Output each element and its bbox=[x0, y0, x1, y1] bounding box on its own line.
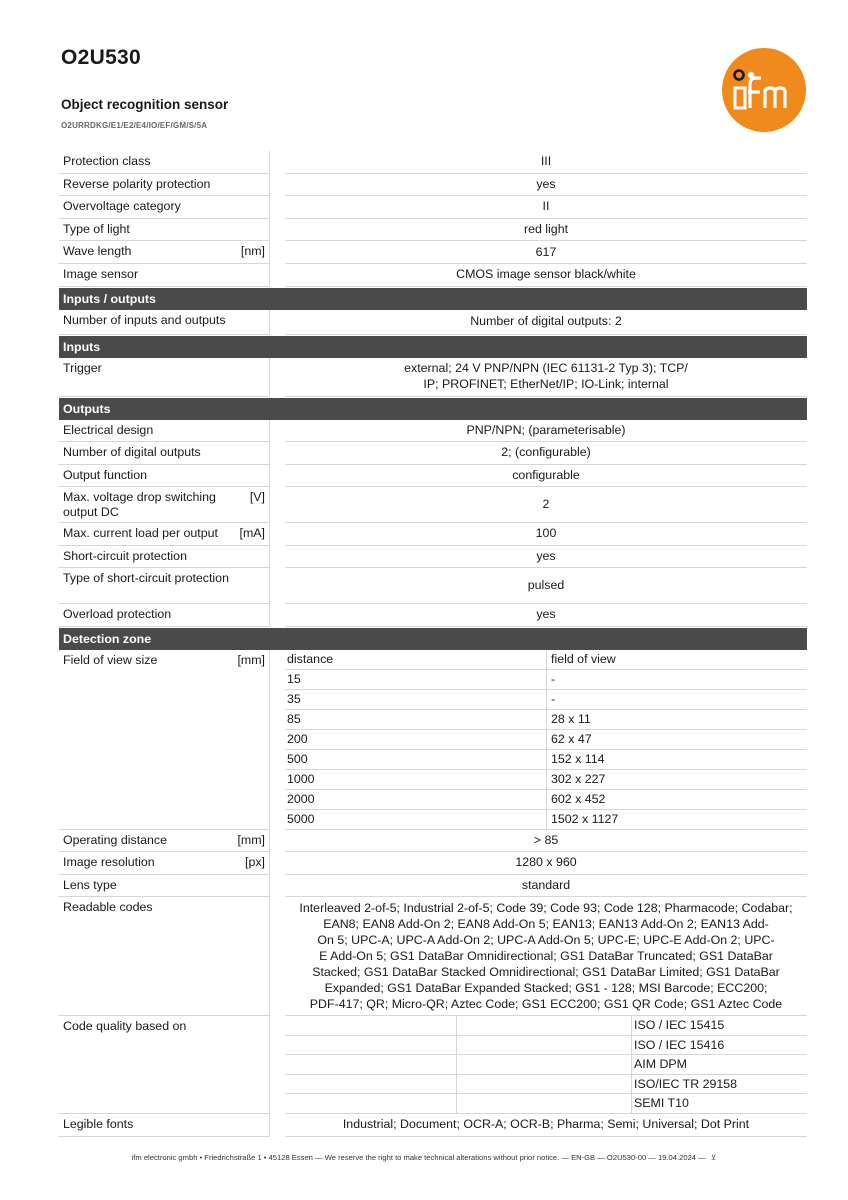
spec-table bbox=[59, 151, 807, 1137]
section-header: Inputs bbox=[59, 336, 807, 358]
spec-row bbox=[59, 604, 807, 627]
spec-label bbox=[59, 1016, 270, 1114]
spec-row bbox=[59, 465, 807, 488]
spec-row bbox=[59, 523, 807, 546]
spec-label-text: Electrical design bbox=[63, 422, 154, 437]
spec-label-text: Legible fonts bbox=[63, 1117, 134, 1132]
spec-label bbox=[59, 523, 270, 546]
spec-value: > 85 bbox=[285, 830, 807, 853]
spec-label-text: Max. voltage drop switching output DC bbox=[63, 490, 216, 520]
table-row bbox=[285, 810, 807, 830]
fov-distance: 1000 bbox=[285, 770, 547, 789]
spec-unit: [mm] bbox=[237, 652, 265, 667]
spec-label bbox=[59, 219, 270, 242]
fov-distance: 500 bbox=[285, 750, 547, 769]
code-quality-standard: ISO/IEC TR 29158 bbox=[634, 1076, 738, 1091]
fov-size: 152 x 114 bbox=[551, 751, 605, 766]
spec-label-text: Number of inputs and outputs bbox=[63, 312, 226, 327]
spec-label bbox=[59, 420, 270, 443]
spec-label bbox=[59, 264, 270, 287]
spec-label-text: Trigger bbox=[63, 360, 102, 375]
spec-row bbox=[59, 487, 807, 523]
spec-row bbox=[59, 420, 807, 443]
spec-value: yes bbox=[285, 546, 807, 569]
spec-value: configurable bbox=[285, 465, 807, 488]
spec-label-text: Short-circuit protection bbox=[63, 548, 187, 563]
spec-unit bbox=[259, 607, 265, 622]
spec-value: 617 bbox=[285, 241, 807, 264]
spec-unit bbox=[259, 177, 265, 192]
spec-label-text: Max. current load per output bbox=[63, 526, 218, 541]
spec-unit bbox=[259, 900, 265, 1011]
fov-size: 1502 x 1127 bbox=[551, 811, 619, 826]
spec-label bbox=[59, 196, 270, 219]
fov-row bbox=[59, 650, 807, 830]
spec-unit: [mm] bbox=[237, 832, 265, 847]
fov-size: 28 x 11 bbox=[551, 711, 591, 726]
fov-distance: 15 bbox=[285, 670, 547, 689]
spec-label bbox=[59, 830, 270, 853]
spec-unit bbox=[259, 423, 265, 438]
spec-unit bbox=[259, 1019, 265, 1109]
document-version-icon: ⊻ bbox=[710, 1153, 717, 1162]
spec-label-text: Number of digital outputs bbox=[63, 445, 201, 460]
table-row bbox=[285, 670, 807, 690]
spec-label-text: Field of view size bbox=[63, 652, 158, 667]
code-quality-standard: AIM DPM bbox=[634, 1057, 688, 1072]
spec-unit bbox=[259, 571, 265, 599]
fov-size: - bbox=[551, 671, 556, 686]
table-row bbox=[285, 1036, 807, 1056]
spec-row bbox=[59, 852, 807, 875]
spec-unit bbox=[259, 199, 265, 214]
spec-label bbox=[59, 151, 270, 174]
spec-label bbox=[59, 604, 270, 627]
fov-distance: 35 bbox=[285, 690, 547, 709]
spec-label bbox=[59, 310, 270, 335]
spec-unit bbox=[259, 549, 265, 564]
spec-unit: [V] bbox=[249, 490, 265, 505]
spec-label-text: Lens type bbox=[63, 877, 117, 892]
spec-row bbox=[59, 264, 807, 287]
spec-label bbox=[59, 358, 270, 397]
spec-label-text: Code quality based on bbox=[63, 1019, 187, 1034]
spec-value: PNP/NPN; (parameterisable) bbox=[285, 420, 807, 443]
footer bbox=[0, 1153, 848, 1162]
spec-label-text: Operating distance bbox=[63, 832, 168, 847]
spec-value: 2 bbox=[285, 487, 807, 523]
spec-label-text: Overload protection bbox=[63, 607, 172, 622]
spec-label-text: Image sensor bbox=[63, 266, 139, 281]
code-quality-standard: ISO / IEC 15415 bbox=[634, 1018, 725, 1033]
table-row bbox=[285, 790, 807, 810]
spec-label-text: Image resolution bbox=[63, 855, 155, 870]
spec-row bbox=[59, 358, 807, 397]
readable-codes-line: PDF-417; QR; Micro-QR; Aztec Code; GS1 ECC200; GS1 QR Code; GS1 Aztec Code bbox=[309, 996, 783, 1011]
readable-codes-line: Interleaved 2-of-5; Industrial 2-of-5; Code 39; Code 93; Code 128; Pharmacode; Codabar; bbox=[299, 900, 793, 915]
spec-row bbox=[59, 546, 807, 569]
spec-label bbox=[59, 442, 270, 465]
table-row bbox=[285, 770, 807, 790]
table-row bbox=[285, 1016, 807, 1036]
section-header: Outputs bbox=[59, 398, 807, 420]
spec-label-text: Readable codes bbox=[63, 900, 153, 915]
trigger-line: external; 24 V PNP/NPN (IEC 61131-2 Typ 3); TCP/ bbox=[404, 361, 688, 376]
fov-size: - bbox=[551, 691, 556, 706]
spec-label-text: Protection class bbox=[63, 154, 151, 168]
table-row bbox=[285, 710, 807, 730]
spec-label bbox=[59, 875, 270, 898]
table-row bbox=[285, 750, 807, 770]
spec-row bbox=[59, 442, 807, 465]
spec-unit bbox=[259, 361, 265, 392]
fov-table bbox=[285, 650, 807, 830]
section-header: Inputs / outputs bbox=[59, 288, 807, 310]
readable-codes-line: On 5; UPC-A; UPC-A Add-On 2; UPC-A Add-On 5; UPC-E; UPC-E Add-On 2; UPC- bbox=[317, 932, 775, 947]
spec-unit: [px] bbox=[245, 855, 265, 870]
ifm-logo bbox=[722, 48, 806, 132]
spec-unit bbox=[259, 313, 265, 330]
spec-label bbox=[59, 897, 270, 1016]
spec-label-text: Type of light bbox=[63, 221, 130, 236]
table-row bbox=[285, 730, 807, 750]
fov-size: 302 x 227 bbox=[551, 771, 606, 786]
section-header: Detection zone bbox=[59, 628, 807, 650]
spec-row bbox=[59, 151, 807, 174]
fov-distance: 5000 bbox=[285, 810, 547, 829]
code-quality-standard: SEMI T10 bbox=[634, 1096, 689, 1111]
spec-label-text: Reverse polarity protection bbox=[63, 176, 211, 191]
article-code: O2URRDKG/E1/E2/E4/IO/EF/GM/S/5A bbox=[61, 121, 208, 130]
spec-row bbox=[59, 241, 807, 264]
product-subtitle: Object recognition sensor bbox=[61, 97, 229, 112]
spec-label-text: Type of short-circuit protection bbox=[63, 571, 229, 586]
spec-value: 100 bbox=[285, 523, 807, 546]
spec-unit bbox=[259, 222, 265, 237]
fov-size: 62 x 47 bbox=[551, 731, 592, 746]
spec-value: 1280 x 960 bbox=[285, 852, 807, 875]
spec-label bbox=[59, 546, 270, 569]
spec-label bbox=[59, 241, 270, 264]
page-title: O2U530 bbox=[61, 46, 142, 69]
readable-codes-line: Stacked; GS1 DataBar Stacked Omnidirectional; GS1 DataBar Limited; GS1 DataBar bbox=[312, 964, 780, 979]
spec-row bbox=[59, 875, 807, 898]
spec-unit: [nm] bbox=[240, 244, 265, 259]
footer-text: ifm electronic gmbh • Friedrichstraße 1 • 45128 Essen — We reserve the right to make technical alterations without prior notice. — EN-GB — O2U530-00 — 19.04.2024 — bbox=[131, 1153, 706, 1162]
spec-value bbox=[285, 358, 807, 397]
spec-unit bbox=[259, 445, 265, 460]
spec-unit bbox=[259, 267, 265, 282]
readable-codes-line: E Add-On 5; GS1 DataBar Omnidirectional; GS1 DataBar Truncated; GS1 DataBar bbox=[319, 948, 773, 963]
readable-codes-value bbox=[285, 897, 807, 1016]
fov-size: 602 x 452 bbox=[551, 791, 606, 806]
spec-value: yes bbox=[285, 604, 807, 627]
spec-value: pulsed bbox=[285, 568, 807, 604]
spec-label bbox=[59, 568, 270, 604]
fov-distance: 85 bbox=[285, 710, 547, 729]
spec-label-text: Overvoltage category bbox=[63, 199, 181, 214]
spec-label bbox=[59, 465, 270, 488]
spec-unit bbox=[259, 154, 265, 169]
readable-codes-line: Expanded; GS1 DataBar Expanded Stacked; GS1 - 128; MSI Barcode; ECC200; bbox=[324, 980, 768, 995]
table-row bbox=[285, 1055, 807, 1075]
spec-value: II bbox=[285, 196, 807, 219]
spec-row bbox=[59, 568, 807, 604]
spec-label bbox=[59, 852, 270, 875]
spec-unit bbox=[259, 468, 265, 483]
spec-row bbox=[59, 1114, 807, 1137]
code-quality-standard: ISO / IEC 15416 bbox=[634, 1037, 725, 1052]
spec-value: red light bbox=[285, 219, 807, 242]
table-row bbox=[285, 1075, 807, 1095]
spec-value: III bbox=[285, 151, 807, 174]
fov-header-field: field of view bbox=[551, 651, 616, 666]
spec-row bbox=[59, 174, 807, 197]
spec-row bbox=[59, 310, 807, 335]
readable-codes-row bbox=[59, 897, 807, 1016]
table-row bbox=[285, 690, 807, 710]
spec-row bbox=[59, 196, 807, 219]
spec-label-text: Wave length bbox=[63, 244, 132, 259]
code-quality-row bbox=[59, 1016, 807, 1114]
spec-value: 2; (configurable) bbox=[285, 442, 807, 465]
spec-label bbox=[59, 487, 270, 523]
fov-header-row bbox=[285, 650, 807, 670]
spec-label bbox=[59, 650, 270, 830]
spec-value: yes bbox=[285, 174, 807, 197]
table-row bbox=[285, 1094, 807, 1114]
spec-label bbox=[59, 1114, 270, 1137]
spec-unit: [mA] bbox=[239, 526, 265, 541]
spec-value: CMOS image sensor black/white bbox=[285, 264, 807, 287]
spec-row bbox=[59, 830, 807, 853]
spec-unit bbox=[259, 878, 265, 893]
fov-header-distance: distance bbox=[285, 650, 547, 669]
spec-unit bbox=[259, 1117, 265, 1132]
spec-row bbox=[59, 219, 807, 242]
spec-label-text: Output function bbox=[63, 467, 148, 482]
spec-value: Industrial; Document; OCR-A; OCR-B; Pharma; Semi; Universal; Dot Print bbox=[285, 1114, 807, 1137]
trigger-line: IP; PROFINET; EtherNet/IP; IO-Link; internal bbox=[423, 377, 669, 392]
spec-value: Number of digital outputs: 2 bbox=[285, 310, 807, 335]
code-quality-table bbox=[285, 1016, 807, 1114]
spec-value: standard bbox=[285, 875, 807, 898]
readable-codes-line: EAN8; EAN8 Add-On 2; EAN8 Add-On 5; EAN13; EAN13 Add-On 2; EAN13 Add- bbox=[323, 916, 769, 931]
spec-label bbox=[59, 174, 270, 197]
fov-distance: 2000 bbox=[285, 790, 547, 809]
fov-distance: 200 bbox=[285, 730, 547, 749]
